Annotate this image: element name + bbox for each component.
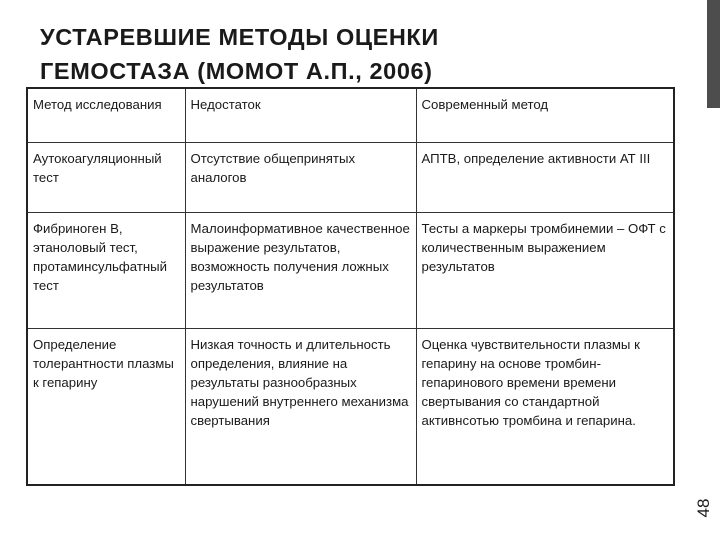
slide-title-line-2: ГЕМОСТАЗА (МОМОТ А.П., 2006)	[40, 58, 433, 84]
table-cell: Низкая точность и длительность определения, влияние на результаты разнообразных нарушений внутреннего механизма свертывания	[185, 329, 416, 486]
methods-table	[26, 87, 675, 486]
slide-title-line-1: УСТАРЕВШИЕ МЕТОДЫ ОЦЕНКИ	[40, 24, 439, 50]
table-header-row	[27, 88, 674, 143]
accent-bar	[707, 0, 720, 108]
table-row	[27, 329, 674, 486]
table-cell: Оценка чувствительности плазмы к гепарину на основе тромбин-гепаринового времени времени свертывания со стандартной активнсотью тромбина и гепарина.	[416, 329, 674, 486]
slide-title	[40, 20, 700, 88]
table-row	[27, 213, 674, 329]
header-modern-method: Современный метод	[416, 88, 674, 143]
table-cell: Отсутствие общепринятых аналогов	[185, 143, 416, 213]
table-cell: Тесты а маркеры тромбинемии – ОФТ с количественным выражением результатов	[416, 213, 674, 329]
table-cell: Фибриноген В, этаноловый тест, протаминсульфатный тест	[27, 213, 185, 329]
table-cell: Аутокоагуляционный тест	[27, 143, 185, 213]
table-cell: Определение толерантности плазмы к гепарину	[27, 329, 185, 486]
table-cell: АПТВ, определение активности АТ III	[416, 143, 674, 213]
header-drawback: Недостаток	[185, 88, 416, 143]
table-cell: Малоинформативное качественное выражение результатов, возможность получения ложных результатов	[185, 213, 416, 329]
page-number: 48	[694, 498, 713, 518]
table-row	[27, 143, 674, 213]
header-method: Метод исследования	[27, 88, 185, 143]
